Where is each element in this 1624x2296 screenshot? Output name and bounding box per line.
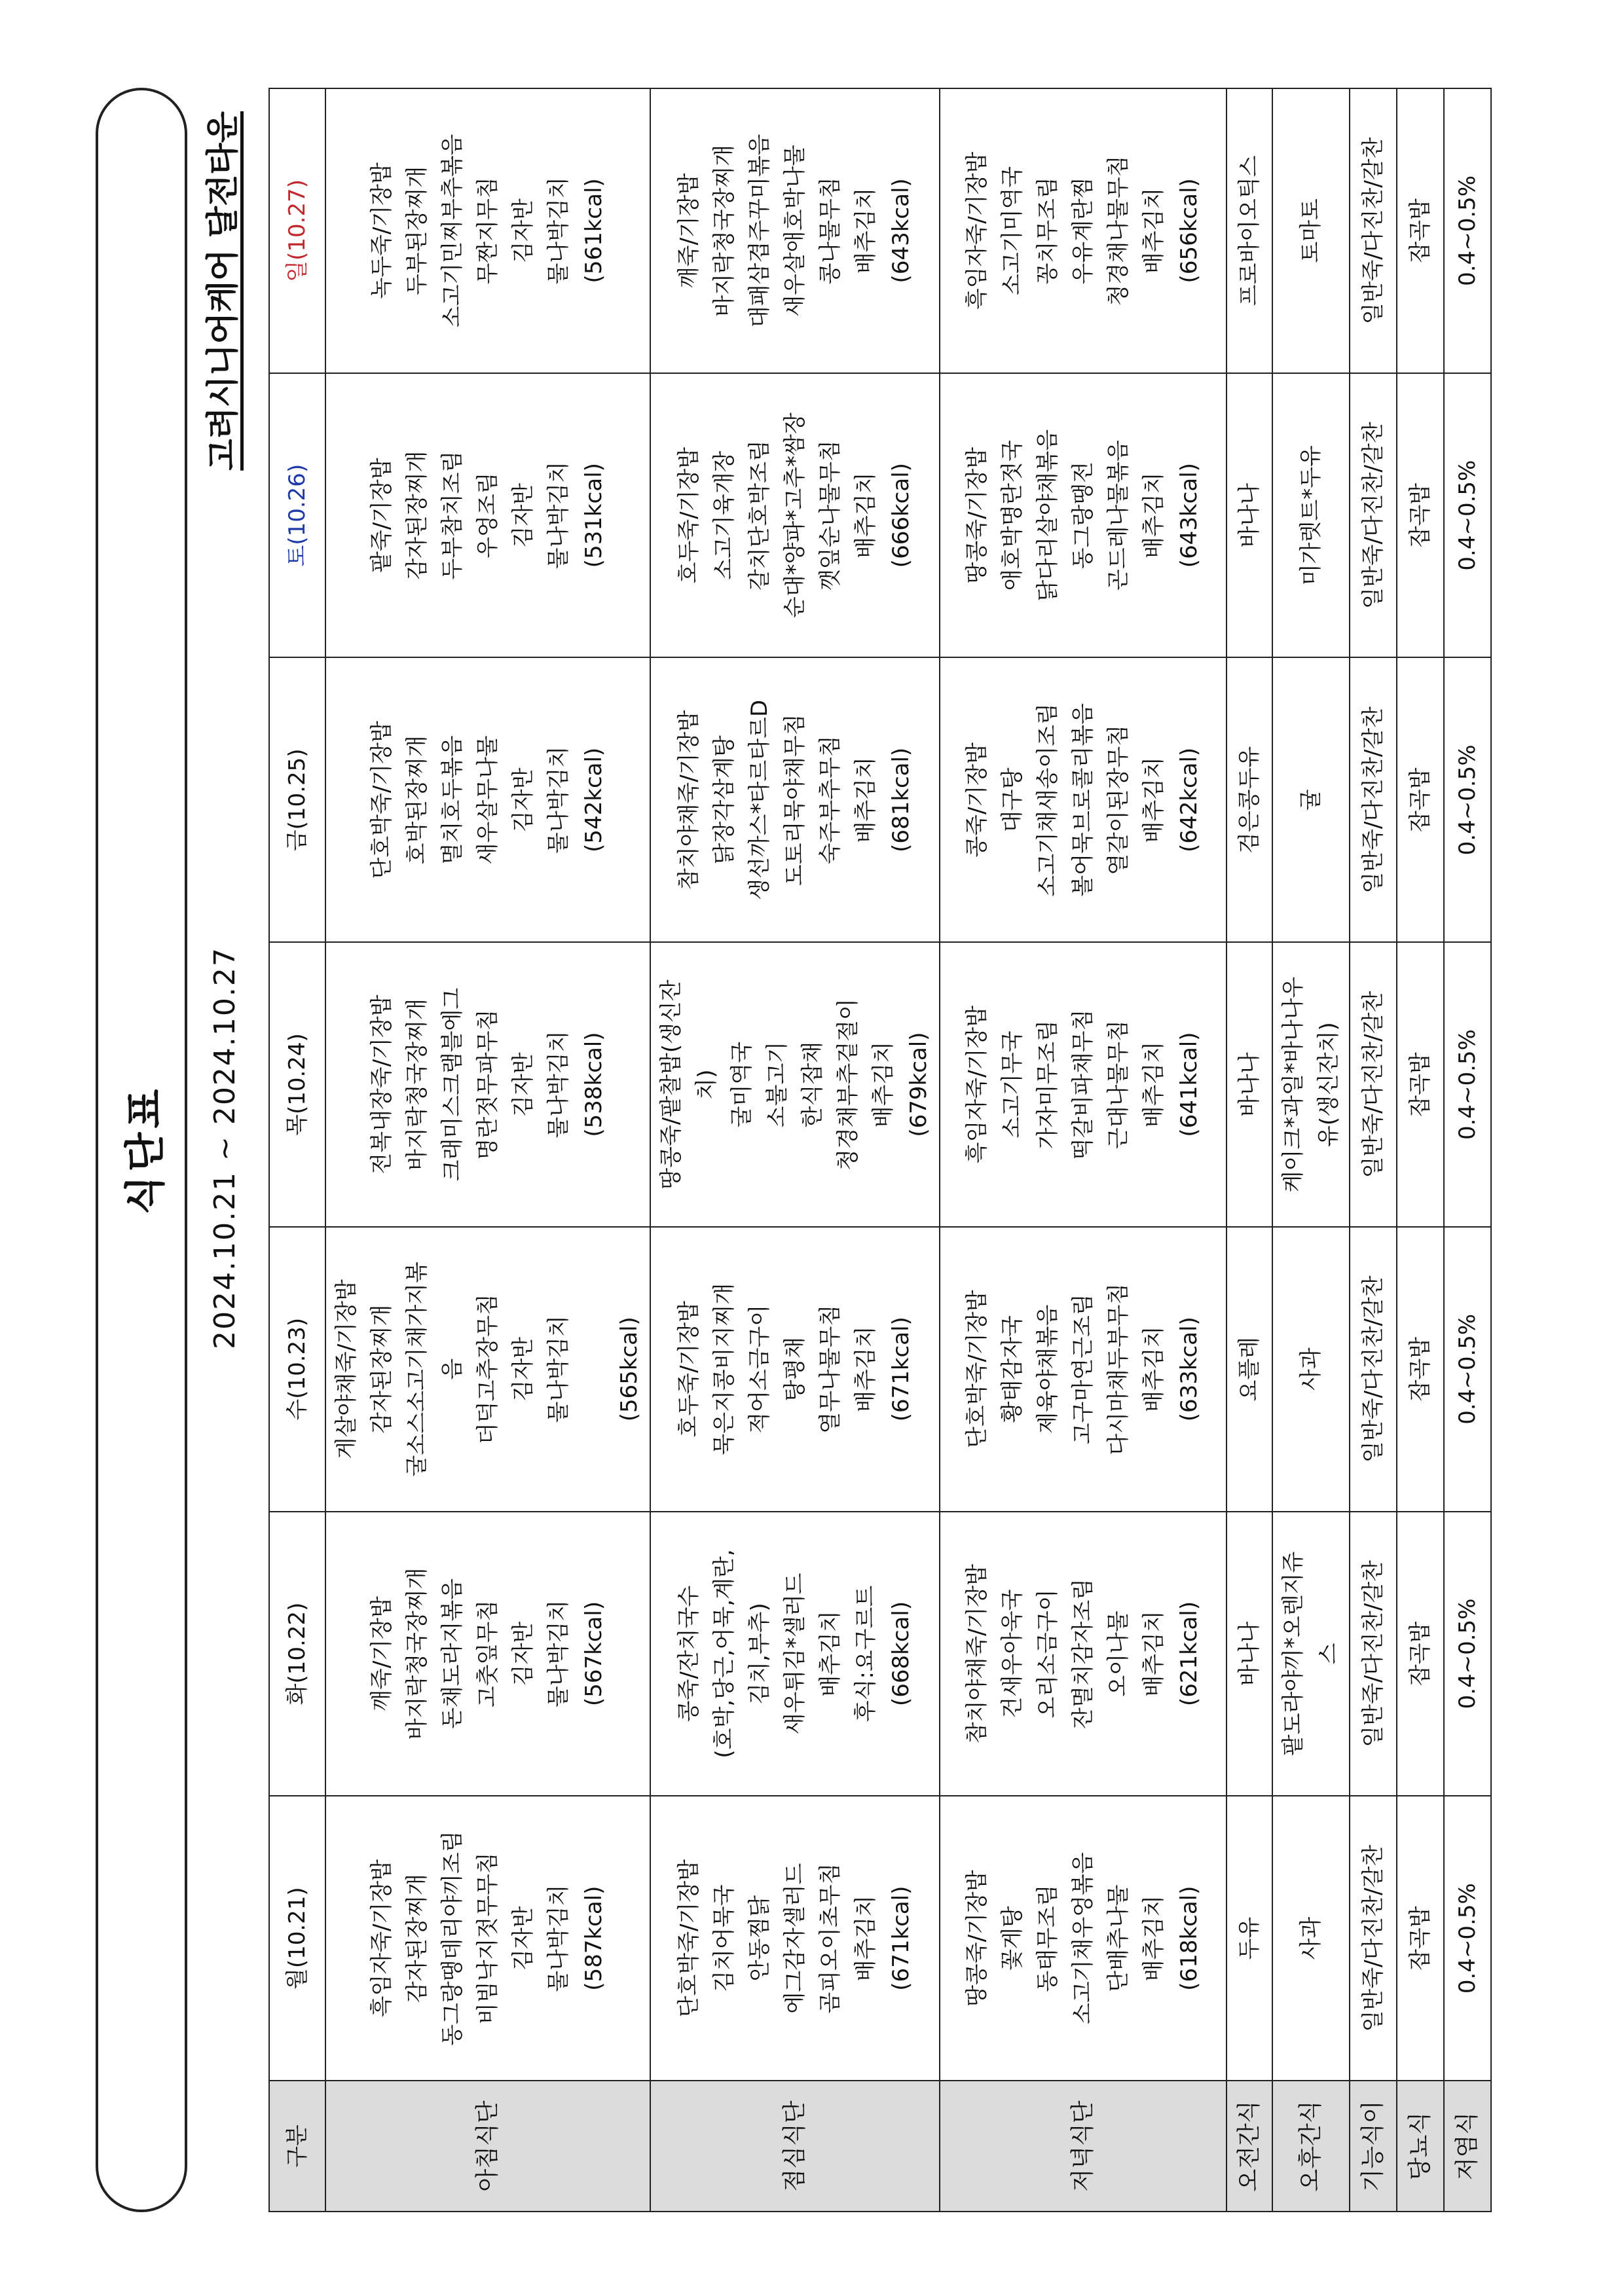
menu-line: 배추김치 bbox=[1141, 1326, 1167, 1412]
diet-row-diabetic-diet bbox=[1397, 88, 1444, 2212]
menu-line: 김자반 bbox=[510, 1052, 536, 1117]
menu-line: 꽁치무조림 bbox=[1035, 177, 1061, 285]
day-header-tue: 화(10.22) bbox=[269, 1512, 325, 1796]
snack-cell bbox=[1227, 942, 1272, 1227]
row-label-dinner: 저녁식단 bbox=[940, 2081, 1227, 2212]
meal-row-breakfast bbox=[325, 88, 650, 2212]
menu-line: 새우튀김*샐러드 bbox=[782, 1573, 808, 1735]
menu-line: 소고기미역국 bbox=[999, 166, 1025, 295]
menu-line: 볼어묵브로콜리볶음 bbox=[1070, 703, 1096, 897]
date-range: 2024.10.21 ~ 2024.10.27 bbox=[208, 947, 242, 1349]
menu-line: 감자된장찌개 bbox=[404, 450, 430, 580]
title-box bbox=[96, 88, 187, 2212]
menu-line: 굴미역국 bbox=[729, 1041, 755, 1128]
menu-cell bbox=[325, 373, 650, 658]
menu-line: 흑임자죽/기장밥 bbox=[369, 1859, 395, 2018]
menu-cell bbox=[325, 942, 650, 1227]
menu-line: (642kcal) bbox=[1176, 747, 1202, 852]
diet-cell bbox=[1350, 88, 1397, 373]
menu-line: (565kcal) bbox=[616, 1317, 642, 1422]
menu-line: 우엉조림 bbox=[475, 472, 501, 558]
day-header-mon: 월(10.21) bbox=[269, 1796, 325, 2081]
day-header-sun: 일(10.27) bbox=[269, 88, 325, 373]
menu-line: 사과 bbox=[1298, 1347, 1324, 1391]
row-label-morning-snack: 오전간식 bbox=[1227, 2081, 1272, 2212]
menu-line: (641kcal) bbox=[1176, 1032, 1202, 1137]
menu-line: 감자된장찌개 bbox=[404, 1874, 430, 2003]
menu-line: 김자반 bbox=[510, 767, 536, 833]
menu-line: 배추김치 bbox=[1141, 757, 1167, 843]
menu-line: 배추김치 bbox=[817, 1611, 843, 1697]
menu-line: 김자반 bbox=[510, 198, 536, 263]
menu-line: (567kcal) bbox=[581, 1601, 607, 1706]
menu-line: 배추김치 bbox=[1141, 472, 1167, 558]
menu-line: 일반죽/다진찬/갈찬 bbox=[1360, 1275, 1386, 1463]
diet-row-functional-diet bbox=[1350, 88, 1397, 2212]
menu-line: 꽃게탕 bbox=[999, 1906, 1025, 1971]
menu-line: 바나나 bbox=[1236, 1052, 1263, 1117]
menu-line: 배추김치 bbox=[1141, 187, 1167, 274]
menu-line: 열무나물무침 bbox=[817, 1304, 843, 1434]
menu-cell bbox=[325, 1796, 650, 2081]
menu-line: 물나박김치 bbox=[545, 746, 572, 854]
menu-line: 크래미스크램블에그 bbox=[439, 987, 466, 1182]
menu-line: (679kcal) bbox=[906, 1032, 932, 1137]
menu-line: (618kcal) bbox=[1176, 1886, 1202, 1991]
menu-line: 콩나물무침 bbox=[817, 177, 843, 285]
menu-line: 물나박김치 bbox=[545, 1599, 572, 1708]
table-body bbox=[325, 88, 1491, 2212]
snack-cell bbox=[1227, 1227, 1272, 1512]
menu-line: 단배추나물 bbox=[1105, 1884, 1132, 1992]
menu-line: (587kcal) bbox=[581, 1886, 607, 1991]
snack-row-morning-snack bbox=[1227, 88, 1272, 2212]
menu-line: 배추김치 bbox=[853, 757, 879, 843]
menu-line: 떡갈비파채무침 bbox=[1070, 1009, 1096, 1160]
meal-row-dinner bbox=[940, 88, 1227, 2212]
menu-line: 애호박명란젓국 bbox=[999, 440, 1025, 591]
snack-cell bbox=[1227, 1512, 1272, 1796]
diet-cell bbox=[1444, 1227, 1491, 1512]
menu-cell bbox=[650, 373, 940, 658]
menu-line: 건새우아욱국 bbox=[999, 1589, 1025, 1719]
menu-line: 깨죽/기장밥 bbox=[369, 1596, 395, 1711]
menu-line: 잡곡밥 bbox=[1407, 767, 1433, 833]
menu-line: 참치야채죽/기장밥 bbox=[676, 710, 702, 890]
menu-line: 일반죽/다진찬/갈찬 bbox=[1360, 1560, 1386, 1747]
menu-line: 토마토 bbox=[1298, 198, 1324, 263]
diet-cell bbox=[1444, 942, 1491, 1227]
menu-line: 김치,부추) bbox=[747, 1603, 773, 1705]
menu-line: (538kcal) bbox=[581, 1032, 607, 1137]
menu-line: 일반죽/다진찬/갈찬 bbox=[1360, 422, 1386, 609]
menu-line: 0.4~0.5% bbox=[1454, 1029, 1481, 1140]
diet-cell bbox=[1397, 1512, 1444, 1796]
menu-line: 콩죽/잔치국수 bbox=[676, 1585, 702, 1722]
menu-line: 두부된장찌개 bbox=[404, 166, 430, 295]
menu-line: 물나박김치 bbox=[545, 177, 572, 285]
menu-line: 배추김치 bbox=[1141, 1895, 1167, 1982]
menu-line: (671kcal) bbox=[888, 1317, 914, 1422]
menu-line: 잡곡밥 bbox=[1407, 1336, 1433, 1402]
menu-line: 게살야채죽/기장밥 bbox=[333, 1279, 360, 1459]
menu-cell bbox=[940, 657, 1227, 942]
menu-line: (호박,당근,어묵,계란, bbox=[711, 1549, 737, 1758]
menu-line: 소고기채새송이조림 bbox=[1035, 703, 1061, 897]
diet-cell bbox=[1397, 942, 1444, 1227]
snack-cell bbox=[1272, 1227, 1350, 1512]
menu-line: 고춧잎무침 bbox=[475, 1599, 501, 1708]
menu-line: 일반죽/다진찬/갈찬 bbox=[1360, 1844, 1386, 2032]
diet-cell bbox=[1444, 88, 1491, 373]
menu-line: 도토리묵야채무침 bbox=[782, 714, 808, 886]
day-header-fri: 금(10.25) bbox=[269, 657, 325, 942]
row-label-diabetic-diet: 당뇨식 bbox=[1397, 2081, 1444, 2212]
menu-line: 김치어묵국 bbox=[711, 1884, 737, 1992]
menu-line: 잡곡밥 bbox=[1407, 1906, 1433, 1971]
diet-cell bbox=[1397, 1227, 1444, 1512]
snack-cell bbox=[1227, 1796, 1272, 2081]
menu-line: 0.4~0.5% bbox=[1454, 175, 1481, 286]
day-header-wed: 수(10.23) bbox=[269, 1227, 325, 1512]
diet-cell bbox=[1444, 657, 1491, 942]
menu-line: 열갈이된장무침 bbox=[1105, 724, 1132, 875]
menu-line: 전복내장죽/기장밥 bbox=[369, 994, 395, 1175]
menu-line: 프로바이오틱스 bbox=[1236, 155, 1263, 306]
menu-line: 일반죽/다진찬/갈찬 bbox=[1360, 991, 1386, 1178]
day-header-sat: 토(10.26) bbox=[269, 373, 325, 658]
menu-line: 돈채도라지볶음 bbox=[439, 1578, 466, 1729]
menu-line: 굴소스소고기채가지볶 bbox=[404, 1262, 430, 1477]
diet-cell bbox=[1350, 1796, 1397, 2081]
menu-line: 오이나물 bbox=[1105, 1611, 1132, 1697]
menu-line: (531kcal) bbox=[581, 463, 607, 568]
menu-line: 닭다리살야채볶음 bbox=[1035, 429, 1061, 602]
menu-line: 일반죽/다진찬/갈찬 bbox=[1360, 706, 1386, 894]
menu-line: 동그랑땡데리야끼조림 bbox=[439, 1831, 466, 2046]
menu-cell bbox=[650, 1227, 940, 1512]
menu-line: 탕평채 bbox=[782, 1336, 808, 1402]
menu-line: 0.4~0.5% bbox=[1454, 744, 1481, 856]
menu-line: 비빔낙지젓무무침 bbox=[475, 1852, 501, 2025]
menu-line: 안동찜닭 bbox=[747, 1895, 773, 1982]
menu-line: 잡곡밥 bbox=[1407, 198, 1433, 263]
menu-line: 제육야채볶음 bbox=[1035, 1304, 1061, 1434]
snack-cell bbox=[1272, 657, 1350, 942]
menu-cell bbox=[650, 942, 940, 1227]
menu-line: 명란젓무파무침 bbox=[475, 1009, 501, 1160]
snack-cell bbox=[1227, 657, 1272, 942]
menu-line: 단호박죽/기장밥 bbox=[369, 721, 395, 879]
row-label-breakfast: 아침식단 bbox=[325, 2081, 650, 2212]
menu-line: 감자된장찌개 bbox=[369, 1304, 395, 1434]
menu-line: 0.4~0.5% bbox=[1454, 460, 1481, 571]
menu-cell bbox=[940, 1796, 1227, 2081]
menu-line: 닭장각삼계탕 bbox=[711, 735, 737, 865]
menu-line: 청경채부추겉절이 bbox=[835, 998, 861, 1171]
corner-header: 구분 bbox=[269, 2081, 325, 2212]
menu-line: (561kcal) bbox=[581, 178, 607, 283]
menu-line: 한식잡채 bbox=[800, 1041, 826, 1128]
snack-row-afternoon-snack bbox=[1272, 88, 1350, 2212]
menu-line: 치) bbox=[693, 1069, 720, 1100]
menu-cell bbox=[325, 657, 650, 942]
menu-line: (643kcal) bbox=[1176, 463, 1202, 568]
menu-cell bbox=[940, 942, 1227, 1227]
menu-cell bbox=[940, 1512, 1227, 1796]
menu-line: 바나나 bbox=[1236, 1621, 1263, 1686]
menu-cell bbox=[325, 1227, 650, 1512]
menu-line: 깻잎순나물무침 bbox=[817, 440, 843, 591]
menu-line: 바지락청국장찌개 bbox=[404, 1567, 430, 1740]
menu-line: 팥죽/기장밥 bbox=[369, 458, 395, 573]
menu-line: 잡곡밥 bbox=[1407, 1621, 1433, 1686]
menu-line: 호박된장찌개 bbox=[404, 735, 430, 865]
menu-line: (671kcal) bbox=[888, 1886, 914, 1991]
menu-line: 바나나 bbox=[1236, 483, 1263, 548]
menu-line: 케이크*과일*바나나우 bbox=[1280, 976, 1306, 1193]
meal-row-lunch bbox=[650, 88, 940, 2212]
diet-cell bbox=[1350, 942, 1397, 1227]
menu-line: 호두죽/기장밥 bbox=[676, 446, 702, 584]
menu-line: 대패삼겹주꾸미볶음 bbox=[747, 134, 773, 328]
row-label-afternoon-snack: 오후간식 bbox=[1272, 2081, 1350, 2212]
menu-line: 멸치호두볶음 bbox=[439, 735, 466, 865]
menu-line: 곰피오이초무침 bbox=[817, 1863, 843, 2014]
row-label-low-salt-diet: 저염식 bbox=[1444, 2081, 1491, 2212]
menu-cell bbox=[940, 88, 1227, 373]
day-header-thu: 목(10.24) bbox=[269, 942, 325, 1227]
menu-line: 배추김치 bbox=[1141, 1041, 1167, 1128]
menu-line: 사과 bbox=[1298, 1916, 1324, 1960]
menu-line: (643kcal) bbox=[888, 178, 914, 283]
diet-cell bbox=[1397, 373, 1444, 658]
menu-line: 바지락청국장찌개 bbox=[711, 145, 737, 317]
menu-line: 새우살무나물 bbox=[475, 735, 501, 865]
menu-line: 물나박김치 bbox=[545, 1884, 572, 1992]
diet-cell bbox=[1350, 373, 1397, 658]
menu-line: (666kcal) bbox=[888, 463, 914, 568]
menu-line: 황태감자국 bbox=[999, 1315, 1025, 1423]
menu-line: 후식:요구르트 bbox=[853, 1585, 879, 1722]
menu-line: 청경채나물무침 bbox=[1105, 155, 1132, 306]
menu-line: 바지락청국장찌개 bbox=[404, 998, 430, 1171]
menu-line: 새우살애호박나물 bbox=[782, 145, 808, 317]
menu-line: 김자반 bbox=[510, 1336, 536, 1402]
menu-line: 소고기민찌부추볶음 bbox=[439, 134, 466, 328]
menu-line: 깨죽/기장밥 bbox=[676, 173, 702, 289]
snack-cell bbox=[1272, 373, 1350, 658]
menu-line: 배추김치 bbox=[853, 472, 879, 558]
menu-line: 무짠지무침 bbox=[475, 177, 501, 285]
menu-line: 단호박죽/기장밥 bbox=[676, 1859, 702, 2018]
diet-cell bbox=[1350, 1512, 1397, 1796]
menu-cell bbox=[650, 1796, 940, 2081]
page-title: 식단표 bbox=[120, 1085, 169, 1215]
menu-line: 에그감자샐러드 bbox=[782, 1863, 808, 2014]
menu-line: 물나박김치 bbox=[545, 1315, 572, 1423]
menu-line: 다시마채두부무침 bbox=[1105, 1283, 1132, 1455]
menu-line: 순대*양파*고추*쌈장 bbox=[782, 412, 808, 619]
diet-row-low-salt-diet bbox=[1444, 88, 1491, 2212]
menu-line: 적어소금구이 bbox=[747, 1304, 773, 1434]
menu-line: 검은콩두유 bbox=[1236, 746, 1263, 854]
menu-line: 참치야채죽/기장밥 bbox=[964, 1563, 990, 1744]
menu-line: 팥도라야끼*오렌지쥬 bbox=[1280, 1551, 1306, 1757]
menu-line: (656kcal) bbox=[1176, 178, 1202, 283]
row-label-lunch: 점심식단 bbox=[650, 2081, 940, 2212]
snack-cell bbox=[1227, 373, 1272, 658]
menu-cell bbox=[650, 657, 940, 942]
menu-line: 김자반 bbox=[510, 1621, 536, 1686]
menu-line: (542kcal) bbox=[581, 747, 607, 852]
menu-line: 일반죽/다진찬/갈찬 bbox=[1360, 137, 1386, 325]
menu-line: 귤 bbox=[1298, 789, 1324, 811]
menu-line: 두유 bbox=[1236, 1916, 1263, 1960]
menu-line: 갈치단호박조림 bbox=[747, 440, 773, 591]
facility-name: 고려시니어케어 달전타운 bbox=[204, 111, 242, 471]
menu-cell bbox=[940, 373, 1227, 658]
menu-line: 생선까스*타르타르D bbox=[747, 699, 773, 900]
menu-cell bbox=[325, 88, 650, 373]
menu-line: 땅콩죽/팥찰밥(생신잔 bbox=[658, 979, 684, 1190]
menu-line: 김자반 bbox=[510, 1906, 536, 1971]
snack-cell bbox=[1272, 1512, 1350, 1796]
menu-line: 0.4~0.5% bbox=[1454, 1883, 1481, 1994]
menu-line: 0.4~0.5% bbox=[1454, 1313, 1481, 1425]
header-row bbox=[269, 88, 325, 2212]
diet-cell bbox=[1397, 88, 1444, 373]
menu-line: 두부참치조림 bbox=[439, 450, 466, 580]
menu-line: 요플레 bbox=[1236, 1336, 1263, 1402]
menu-line: 소고기무국 bbox=[999, 1030, 1025, 1139]
menu-line: 유(생신잔치) bbox=[1316, 1022, 1342, 1147]
menu-line: 오리소금구이 bbox=[1035, 1589, 1061, 1719]
menu-line: 김자반 bbox=[510, 483, 536, 548]
menu-table bbox=[268, 88, 1492, 2212]
menu-line: 호두죽/기장밥 bbox=[676, 1300, 702, 1438]
diet-cell bbox=[1350, 1227, 1397, 1512]
menu-line: 콩죽/기장밥 bbox=[964, 742, 990, 858]
menu-cell bbox=[650, 1512, 940, 1796]
snack-cell bbox=[1272, 1796, 1350, 2081]
menu-line: 물나박김치 bbox=[545, 462, 572, 570]
menu-line: 땅콩죽/기장밥 bbox=[964, 446, 990, 584]
menu-line: 곤드레나물볶음 bbox=[1105, 440, 1132, 591]
menu-line: (668kcal) bbox=[888, 1601, 914, 1706]
menu-line: 소불고기 bbox=[764, 1041, 790, 1128]
menu-line: 흑임자죽/기장밥 bbox=[964, 151, 990, 310]
menu-line: 근대나물무침 bbox=[1105, 1020, 1132, 1150]
snack-cell bbox=[1227, 88, 1272, 373]
diet-cell bbox=[1444, 373, 1491, 658]
menu-line: 잔멸치감자조림 bbox=[1070, 1578, 1096, 1729]
menu-line: 더덕고추장무침 bbox=[475, 1294, 501, 1445]
menu-cell bbox=[650, 88, 940, 373]
menu-cell bbox=[940, 1227, 1227, 1512]
diet-cell bbox=[1444, 1512, 1491, 1796]
menu-line: 흑임자죽/기장밥 bbox=[964, 1005, 990, 1164]
menu-line: (621kcal) bbox=[1176, 1601, 1202, 1706]
menu-line: 고구마연근조림 bbox=[1070, 1294, 1096, 1445]
menu-line: 배추김치 bbox=[853, 1895, 879, 1982]
row-label-functional-diet: 기능식이 bbox=[1350, 2081, 1397, 2212]
menu-line: 우유계란찜 bbox=[1070, 177, 1096, 285]
menu-line: 음 bbox=[439, 1358, 466, 1380]
menu-line: (681kcal) bbox=[888, 747, 914, 852]
menu-line: 배추김치 bbox=[853, 187, 879, 274]
menu-line: 0.4~0.5% bbox=[1454, 1598, 1481, 1709]
menu-line: 잡곡밥 bbox=[1407, 483, 1433, 548]
diet-cell bbox=[1397, 657, 1444, 942]
menu-line: 동그랑땡전 bbox=[1070, 462, 1096, 570]
menu-line: 잡곡밥 bbox=[1407, 1052, 1433, 1117]
menu-line: 동태무조림 bbox=[1035, 1884, 1061, 1992]
menu-line: 배추김치 bbox=[1141, 1611, 1167, 1697]
diet-cell bbox=[1397, 1796, 1444, 2081]
menu-line bbox=[576, 1231, 612, 1507]
snack-cell bbox=[1272, 88, 1350, 373]
menu-line: (633kcal) bbox=[1176, 1317, 1202, 1422]
menu-line: 배추김치 bbox=[853, 1326, 879, 1412]
diet-cell bbox=[1444, 1796, 1491, 2081]
menu-line: 가자미무조림 bbox=[1035, 1020, 1061, 1150]
menu-line: 단호박죽/기장밥 bbox=[964, 1290, 990, 1448]
snack-cell bbox=[1272, 942, 1350, 1227]
menu-line: 미가렛트*두유 bbox=[1298, 445, 1324, 586]
menu-line: 소고기채우엉볶음 bbox=[1070, 1852, 1096, 2025]
menu-line: 땅콩죽/기장밥 bbox=[964, 1870, 990, 2007]
menu-line: 배추김치 bbox=[870, 1041, 896, 1128]
menu-line: 스 bbox=[1316, 1643, 1342, 1665]
menu-cell bbox=[325, 1512, 650, 1796]
menu-line: 물나박김치 bbox=[545, 1030, 572, 1139]
diet-cell bbox=[1350, 657, 1397, 942]
menu-line: 대구탕 bbox=[999, 767, 1025, 833]
menu-line: 숙주부추무침 bbox=[817, 735, 843, 865]
menu-line: 묵은지콩비지찌개 bbox=[711, 1283, 737, 1455]
menu-line: 녹두죽/기장밥 bbox=[369, 162, 395, 299]
menu-line: 소고기육개장 bbox=[711, 450, 737, 580]
